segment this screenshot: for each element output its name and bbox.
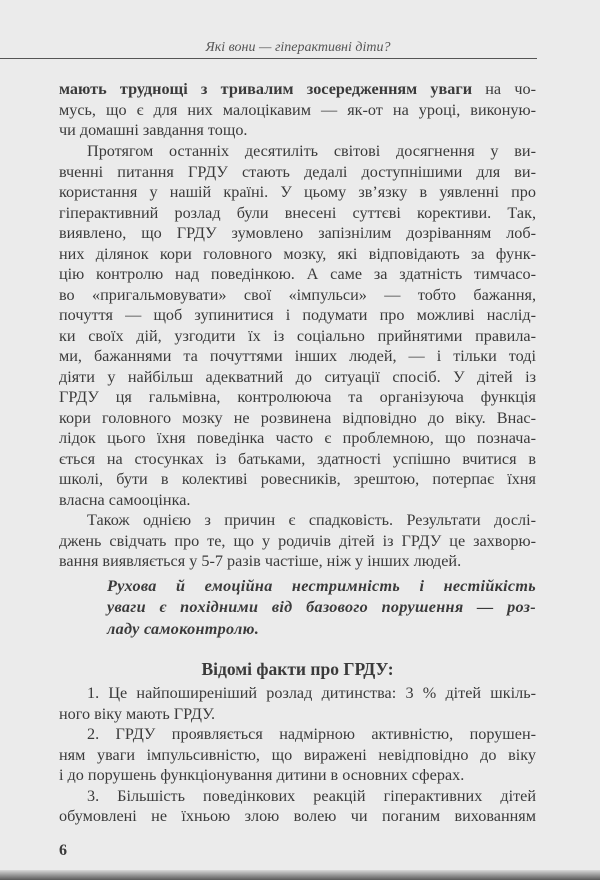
text-line: них ділянок кори головного мозку, які відповідають за функ- [59, 244, 536, 263]
text-line: мусь, що є для них малоцікавим — як-от на уроці, виконую- [59, 100, 536, 119]
section-heading: Відомі факти про ГРДУ: [201, 659, 394, 679]
scan-edge-shadow [0, 870, 600, 880]
text-line: вання виявляється у 5-7 разів частіше, ніж у інших людей. [59, 552, 462, 570]
running-header: Які вони — гіперактивні діти? [205, 40, 391, 55]
text-line: Також однією з причин є спадковість. Результати дослі- [87, 511, 536, 529]
header-rule [0, 58, 537, 59]
fact-line: 3. Більшість поведінкових реакцій гіперактивних дітей [87, 786, 536, 805]
text-line: почуття — щоб зупинитися і подумати про можливі наслід- [59, 306, 536, 324]
paragraph-1 [59, 79, 536, 141]
fact-line: обумовлені не їхньою злою волею чи поганим вихованням [59, 807, 536, 825]
page-number: 6 [59, 842, 67, 859]
text-line: чи домашні завдання тощо. [59, 121, 248, 139]
text-line: власна самооцінка. [59, 490, 191, 509]
text-fragment: на чо- [472, 80, 536, 98]
fact-line: 1. Це найпоширеніший розлад дитинства: 3 % дітей шкіль- [87, 684, 536, 702]
text-line: користання у нашій країні. У цьому зв’язку в уявленні про [59, 183, 536, 201]
text-line: ГРДУ ця гальмівна, контролююча та організуюча функція [59, 388, 536, 406]
fact-line: і до порушень функціонування дитини в основних сферах. [59, 766, 465, 784]
text-line: ється на стосунках із батьками, здатності успішно вчитися в [59, 449, 536, 468]
callout-quote [107, 576, 536, 640]
text-line: ки своїх дій, узгодити їх із соціально прийнятими правила- [59, 326, 536, 345]
text-line: во «пригальмовувати» свої «імпульси» — тобто бажання, [59, 285, 536, 304]
paragraph-3 [59, 510, 536, 572]
text-line: діяти у найбільш адекватний до ситуації спосіб. У дітей із [59, 367, 536, 386]
text-line: ладу самоконтролю. [107, 619, 260, 638]
fact-line: ного віку мають ГРДУ. [59, 704, 215, 723]
text-line: цію контролю над поведінкою. А саме за здатність тимчасо- [59, 265, 536, 283]
text-line: уваги є похідними від базового порушення — роз- [107, 598, 536, 617]
text-line: Протягом останніх десятиліть світові досягнення у ви- [87, 142, 536, 160]
text-line: кори головного мозку не розвинена відповідно до віку. Внас- [59, 408, 536, 427]
text-line: Рухова й емоційна нестримність і нестійкість [107, 577, 536, 595]
text-line [59, 79, 536, 100]
text-line: школі, бути в колективі ровесників, зрештою, потерпає їхня [59, 470, 536, 488]
paragraph-2 [59, 141, 536, 510]
text-line: ми, бажаннями та почуттями інших людей, — і тільки тоді [59, 347, 536, 365]
facts-list [59, 683, 536, 827]
bold-lead: мають труднощі з тривалим зосередженням уваги [59, 80, 473, 98]
fact-line: ням уваги імпульсивністю, що виражені невідповідно до віку [59, 745, 536, 764]
fact-line: 2. ГРДУ проявляється надмірною активністю, порушен- [87, 725, 536, 743]
text-line: гіперактивний розлад були внесені суттєві корективи. Так, [59, 203, 536, 222]
text-line: джень свідчать про те, що у родичів дітей із ГРДУ це захворю- [59, 531, 536, 550]
text-line: лідок цього їхня поведінка часто є проблемною, що познача- [59, 429, 536, 447]
text-line: вченні питання ГРДУ стають дедалі доступнішими для ви- [59, 162, 536, 181]
text-line: виявлено, що ГРДУ зумовлено запізнілим дозріванням лоб- [59, 224, 536, 242]
